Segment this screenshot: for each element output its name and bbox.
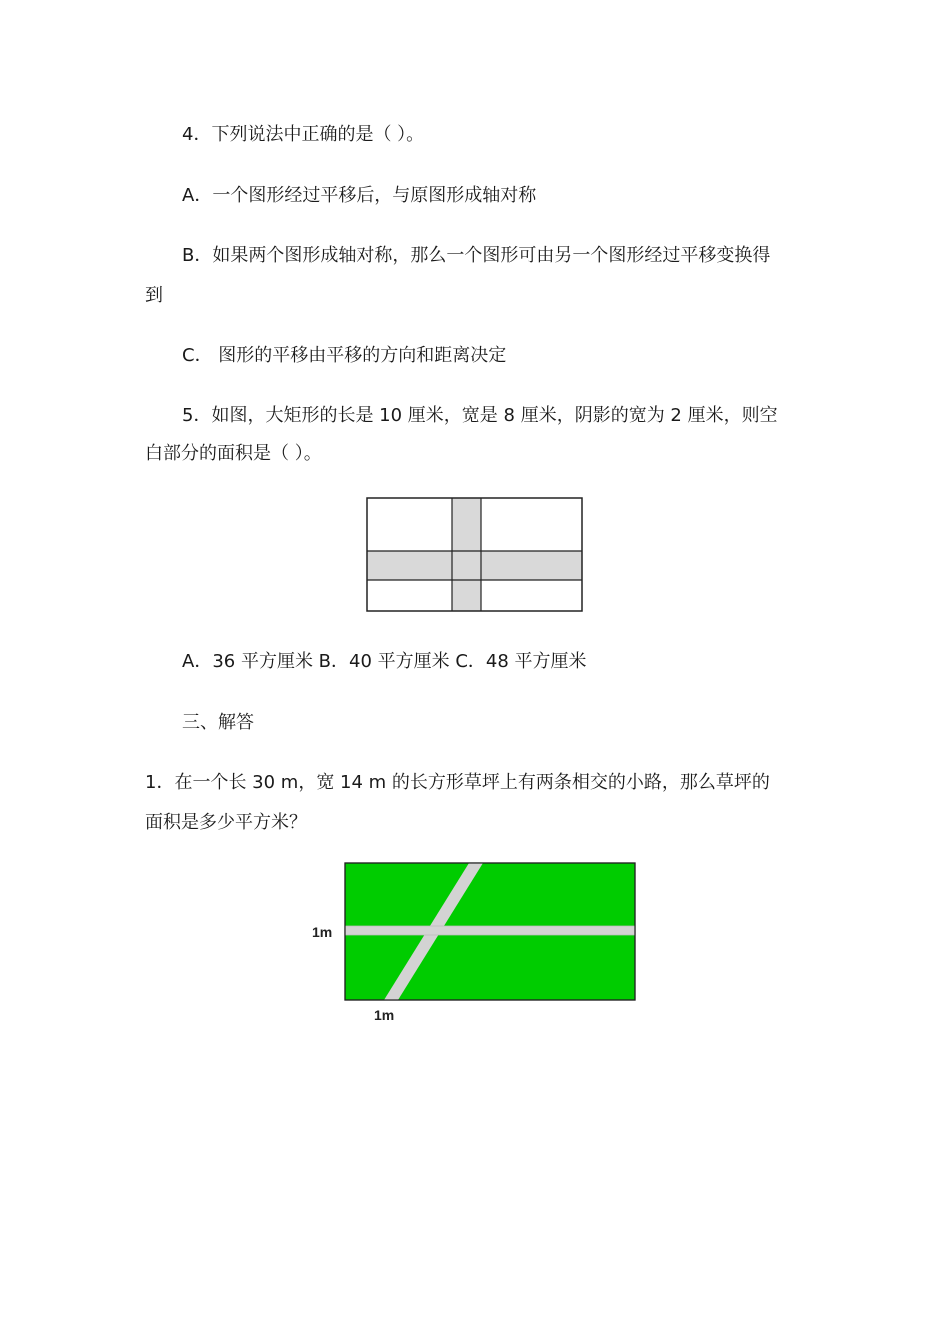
q4-stem: 4．下列说法中正确的是（ ）。 <box>182 124 425 145</box>
q5-options: A．36 平方厘米 B．40 平方厘米 C．48 平方厘米 <box>182 651 587 672</box>
label-slanted-path-width: 1m <box>374 1007 395 1023</box>
shaded-horizontal-strip <box>367 551 582 580</box>
q4-option-b-line2: 到 <box>145 285 163 306</box>
q5-stem-line1: 5．如图，大矩形的长是 10 厘米，宽是 8 厘米，阴影的宽为 2 厘米，则空 <box>182 405 778 426</box>
q4-option-b-line1: B．如果两个图形成轴对称，那么一个图形可由另一个图形经过平移变换得 <box>182 245 771 266</box>
q4-option-c: C． 图形的平移由平移的方向和距离决定 <box>182 345 507 366</box>
horizontal-path <box>345 926 635 935</box>
q5-stem-line2: 白部分的面积是（ ）。 <box>145 443 322 464</box>
rectangle-cross-figure <box>366 497 584 613</box>
section-heading: 三、解答 <box>182 712 254 733</box>
s3q1-stem-line1: 1．在一个长 30 m，宽 14 m 的长方形草坪上有两条相交的小路，那么草坪的 <box>145 772 770 793</box>
lawn-figure <box>300 856 645 1026</box>
q4-option-a: A．一个图形经过平移后，与原图形成轴对称 <box>182 185 537 206</box>
s3q1-stem-line2: 面积是多少平方米？ <box>145 812 307 833</box>
label-horizontal-path-width: 1m <box>312 924 333 940</box>
